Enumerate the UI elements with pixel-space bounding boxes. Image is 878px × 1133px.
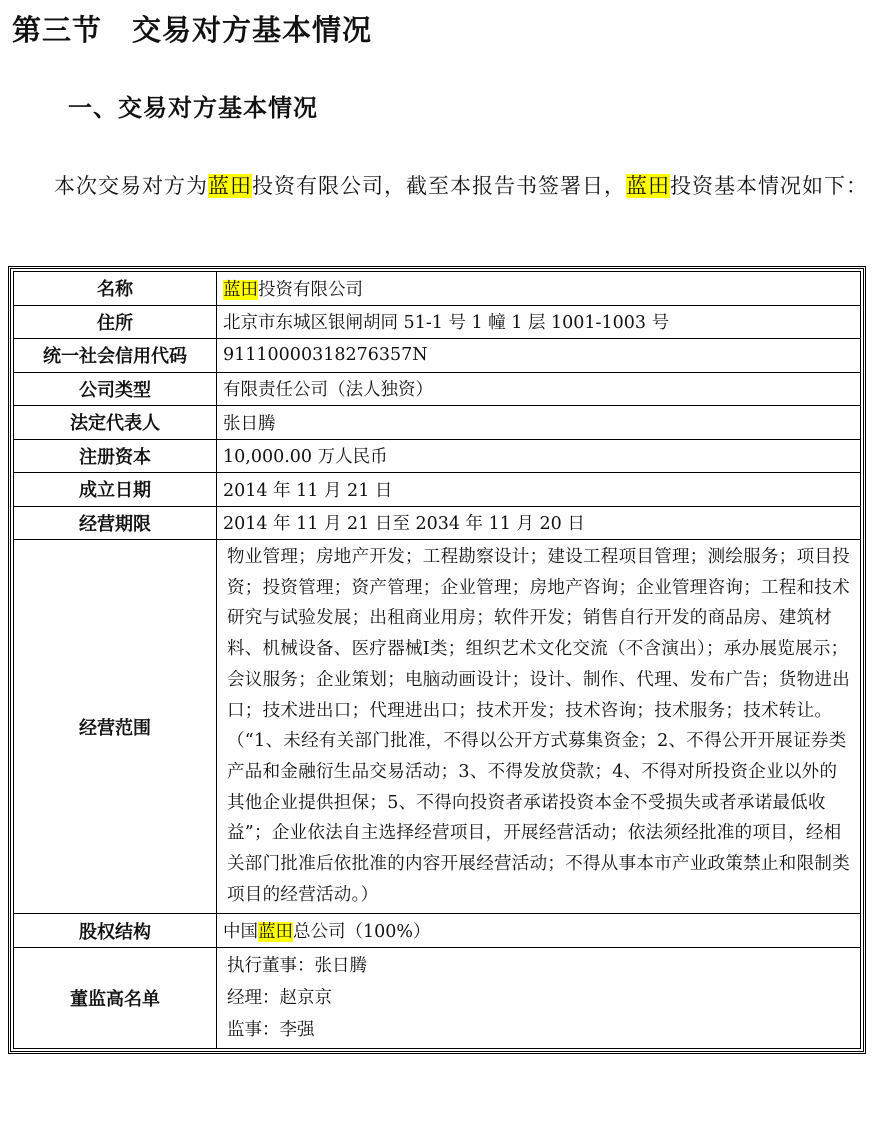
highlight-lantian: 蓝田 [208,174,252,198]
table-row-term [14,506,861,540]
label-term: 经营期限 [14,506,217,540]
intro-text-3: 投资基本情况如下： [670,174,868,198]
label-ownership: 股权结构 [14,914,217,948]
sub-title: 一、交易对方基本情况 [68,94,318,122]
value-ownership-post: 总公司（100%） [293,922,431,943]
table-row-name [14,272,861,306]
table-row-management [14,947,861,1048]
highlight-lantian: 蓝田 [258,922,293,943]
value-ownership-pre: 中国 [223,922,258,943]
label-address: 住所 [14,305,217,339]
table-row-established [14,473,861,507]
label-name: 名称 [14,272,217,306]
label-management: 董监高名单 [14,947,217,1048]
label-credit-code: 统一社会信用代码 [14,339,217,373]
table-row-address [14,305,861,339]
label-scope: 经营范围 [14,540,217,914]
table-row-company-type [14,372,861,406]
highlight-lantian: 蓝田 [626,174,670,198]
value-term: 2014 年 11 月 21 日至 2034 年 11 月 20 日 [217,506,861,540]
value-capital: 10,000.00 万人民币 [217,439,861,473]
management-line: 经理：赵京京 [227,987,332,1008]
label-legal-rep: 法定代表人 [14,406,217,440]
table-row-scope [14,540,861,914]
highlight-lantian: 蓝田 [223,279,258,300]
value-legal-rep: 张日腾 [217,406,861,440]
company-info-table [8,266,866,1054]
table-row-credit-code [14,339,861,373]
table-row-ownership [14,914,861,948]
value-company-type: 有限责任公司（法人独资） [217,372,861,406]
intro-paragraph [12,160,870,213]
section-title: 第三节 交易对方基本情况 [12,13,373,47]
table-row-capital [14,439,861,473]
intro-text-2: 投资有限公司，截至本报告书签署日， [252,174,626,198]
label-capital: 注册资本 [14,439,217,473]
value-management [217,947,861,1048]
value-ownership [217,914,861,948]
label-company-type: 公司类型 [14,372,217,406]
management-line: 执行董事：张日腾 [227,955,367,976]
label-established: 成立日期 [14,473,217,507]
management-line: 监事：李强 [227,1019,315,1040]
value-name [217,272,861,306]
value-scope: 物业管理；房地产开发；工程勘察设计；建设工程项目管理；测绘服务；项目投资；投资管理；资产管理；企业管理；房地产咨询；企业管理咨询；工程和技术研究与试验发展；出租商业用房；软件开发；销售自行开发的商品房、建筑材料、机械设备、医疗器械Ⅰ类；组织艺术文化交流（不含演出）；承办展览展示；会议服务；企业策划；电脑动画设计；设计、制作、代理、发布广告；货物进出口；技术进出口；代理进出口；技术开发；技术咨询；技术服务；技术转让。（“1、未经有关部门批准，不得以公开方式募集资金；2、不得公开开展证券类产品和金融衍生品交易活动；3、不得发放贷款；4、不得对所投资企业以外的其他企业提供担保；5、不得向投资者承诺投资本金不受损失或者承诺最低收益”；企业依法自主选择经营项目，开展经营活动；依法须经批准的项目，经相关部门批准后依批准的内容开展经营活动；不得从事本市产业政策禁止和限制类项目的经营活动。） [217,540,861,914]
value-credit-code: 91110000318276357N [217,339,861,373]
value-established: 2014 年 11 月 21 日 [217,473,861,507]
value-address: 北京市东城区银闸胡同 51-1 号 1 幢 1 层 1001-1003 号 [217,305,861,339]
table-row-legal-rep [14,406,861,440]
value-name-rest: 投资有限公司 [258,279,363,300]
intro-text-1: 本次交易对方为 [54,174,208,198]
